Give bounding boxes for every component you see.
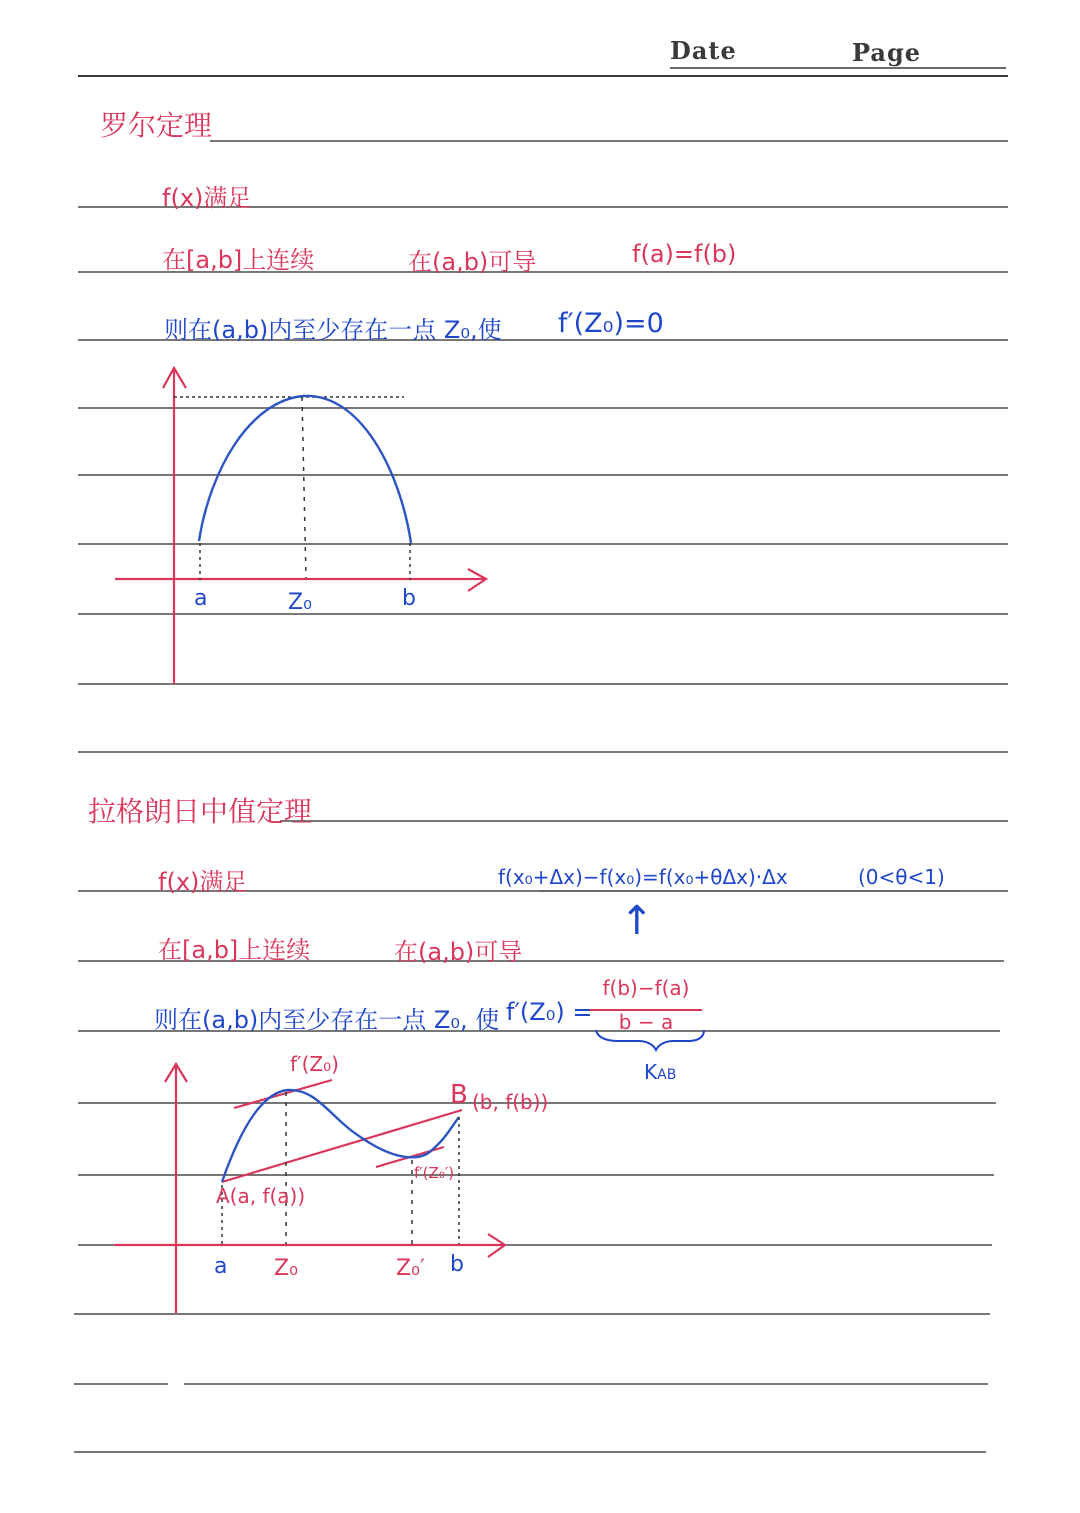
- lagrange-label-fz0: f′(Z₀): [290, 1052, 339, 1076]
- lagrange-cond-continuous: 在[a,b]上连续: [158, 936, 311, 964]
- lagrange-label-fz0-prime: f′(Z₀′): [414, 1164, 455, 1182]
- rolle-dash-z0: [302, 397, 306, 578]
- up-arrow-icon: ↑: [620, 898, 654, 944]
- lagrange-label-point-b-coords: (b, f(b)): [472, 1090, 549, 1114]
- rolle-graph: [115, 368, 486, 684]
- rolle-label-z0: Z₀: [288, 590, 312, 615]
- rolle-cond-continuous: 在[a,b]上连续: [162, 246, 315, 274]
- rolle-conclusion-formula: f′(Z₀)=0: [558, 308, 664, 339]
- lagrange-conclusion-text: 则在(a,b)内至少存在一点 Z₀, 使: [154, 1006, 500, 1034]
- lagrange-label-a: a: [214, 1254, 228, 1279]
- lagrange-label-point-b: B: [450, 1080, 468, 1110]
- lagrange-increment-formula: f(x₀+Δx)−f(x₀)=f(x₀+θΔx)·Δx: [498, 865, 788, 889]
- rolle-cond-equal: f(a)=f(b): [632, 240, 737, 268]
- fraction-denominator: b − a: [618, 1010, 674, 1034]
- slope-label: [644, 1060, 676, 1084]
- lagrange-label-z0: Z₀: [274, 1256, 298, 1281]
- rolle-condition-intro: f(x)满足: [162, 184, 252, 212]
- lagrange-theta-range: (0<θ<1): [858, 865, 945, 889]
- lagrange-label-z0-prime: Z₀′: [396, 1256, 425, 1281]
- lagrange-title: 拉格朗日中值定理: [88, 795, 313, 828]
- lagrange-conclusion-lhs: f′(Z₀) =: [506, 998, 593, 1026]
- lagrange-condition-intro: f(x)满足: [158, 868, 248, 896]
- page-label: Page: [852, 38, 922, 67]
- rolle-cond-differentiable: 在(a,b)可导: [408, 248, 537, 276]
- slope-subscript: AB: [657, 1067, 677, 1083]
- lagrange-label-b: b: [450, 1252, 464, 1277]
- rolle-title: 罗尔定理: [100, 109, 213, 142]
- date-label: Date: [670, 36, 737, 65]
- rolle-conclusion-text: 则在(a,b)内至少存在一点 Z₀,使: [164, 316, 502, 344]
- rolle-label-a: a: [194, 586, 208, 611]
- lagrange-cond-differentiable: 在(a,b)可导: [394, 938, 523, 966]
- rolle-label-b: b: [402, 586, 416, 611]
- lagrange-label-point-a: A(a, f(a)): [216, 1184, 306, 1208]
- slope-letter: K: [644, 1060, 658, 1084]
- tangent-at-z0: [234, 1080, 332, 1108]
- fraction-numerator: f(b)−f(a): [602, 976, 690, 1000]
